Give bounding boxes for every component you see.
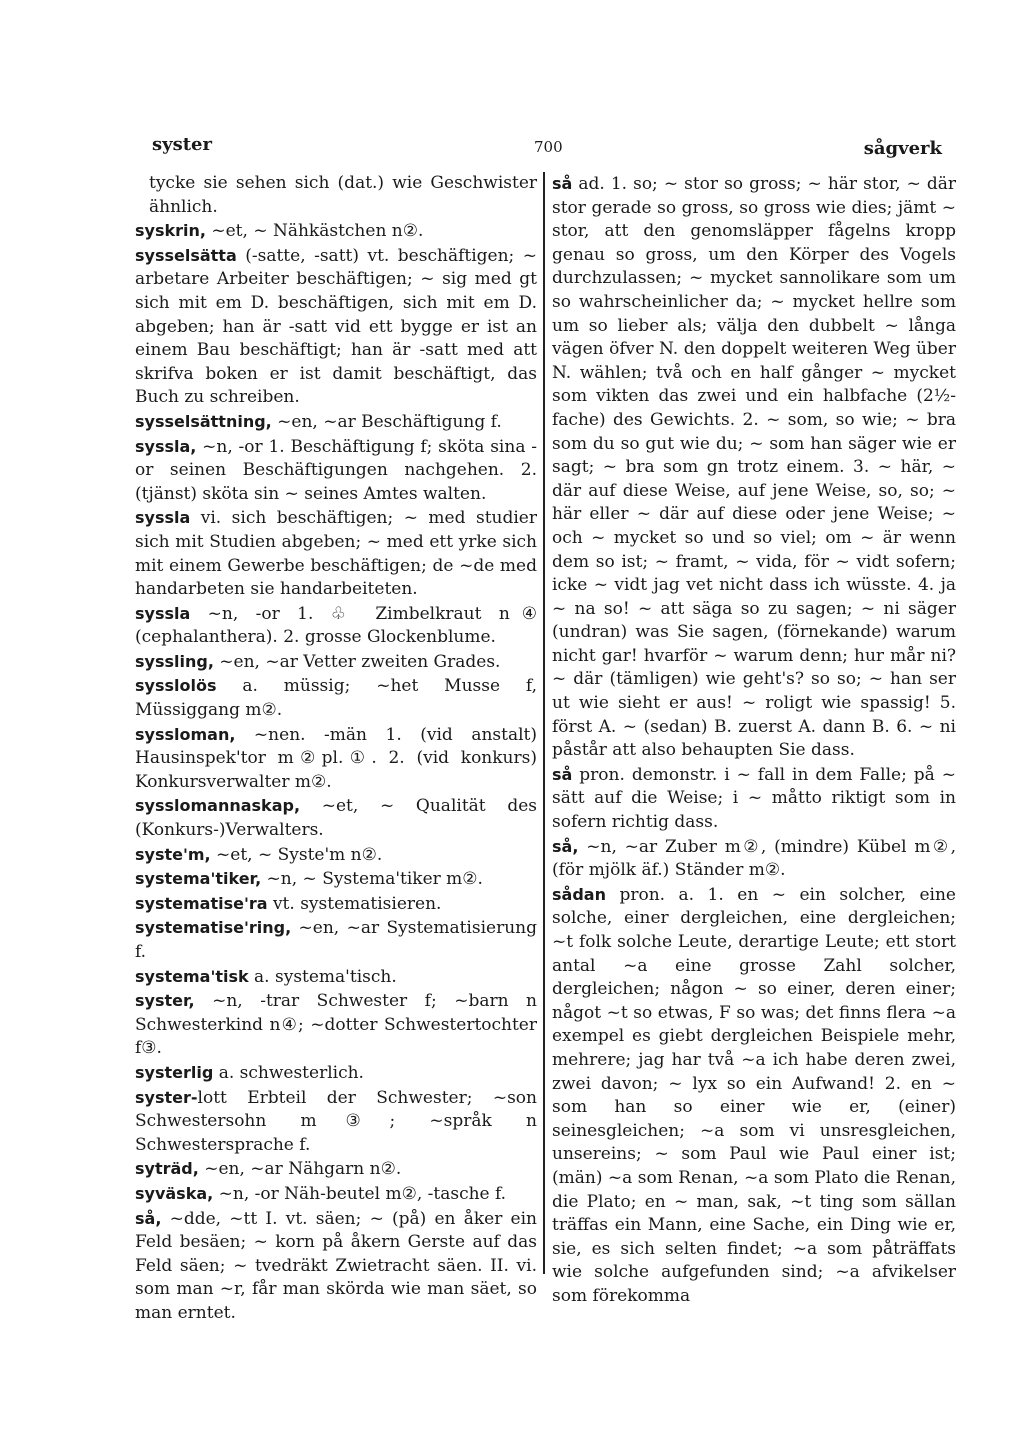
entry-definition: ~en, ~ar Vetter zweiten Grades.	[213, 651, 501, 672]
dictionary-entry	[552, 763, 956, 835]
dictionary-entry	[135, 650, 537, 675]
entry-headword: syskrin,	[135, 221, 206, 241]
entry-definition: ~n, -or Näh-beutel m②, -tasche f.	[213, 1183, 507, 1204]
entry-headword: systema'tiker,	[135, 869, 262, 889]
entry-headword: systematise'ra	[135, 893, 268, 913]
entry-headword: syträd,	[135, 1159, 199, 1179]
entry-definition: ~et, ~ Qualität des (Konkurs-)Verwalters.	[135, 796, 537, 841]
entry-definition: ~en, ~ar Systematisierung f.	[135, 918, 537, 962]
dictionary-entry	[135, 219, 537, 244]
dictionary-entry	[135, 867, 537, 892]
entry-definition: pron. demonstr. i ~ fall in dem Falle; på ~ sätt auf die Weise; i ~ måtto riktigt som in sofern richtig dass.	[552, 764, 956, 833]
entry-headword: systema'tisk	[135, 966, 249, 986]
entry-headword: syster,	[135, 991, 195, 1011]
entry-headword: sysselsättning,	[135, 411, 272, 431]
entry-headword: syssla	[135, 508, 191, 528]
dictionary-entry	[552, 172, 956, 763]
entry-definition: lott Erbteil der Schwester; ~son Schwestersohn m③; ~språk n Schwestersprache f.	[135, 1087, 537, 1155]
entry-definition: ~n, ~ Systema'tiker m②.	[261, 869, 483, 890]
entry-definition: ~en, ~ar Beschäftigung f.	[271, 411, 502, 432]
page-number: 700	[534, 138, 563, 156]
entry-definition: a. systema'tisch.	[248, 966, 397, 987]
dictionary-entry	[135, 916, 537, 964]
column-divider	[543, 172, 545, 1274]
entry-headword: systerlig	[135, 1062, 214, 1082]
entry-definition: (-satte, -satt) vt. beschäftigen; ~ arbetare Arbeiter beschäftigen; ~ sig med gt sich mit em D. beschäftigen, sich mit em D. abgeben; han är -satt vid ett bygge er ist an einem Bau beschäftigt; han är -satt med att skrifva boken er ist damit beschäftigt, das Buch zu schreiben.	[135, 245, 537, 408]
entry-headword: systematise'ring,	[135, 918, 292, 938]
entry-definition: ~dde, ~tt I. vt. säen; ~ (på) en åker ein Feld besäen; ~ korn på åkern Gerste auf das Feld säen; ~ tvedräkt Zwietracht säen. II. vi. som man ~r, får man skörda wie man säet, so man erntet.	[135, 1208, 537, 1323]
dictionary-entry	[135, 1182, 537, 1207]
entry-headword: sådan	[552, 884, 606, 904]
dictionary-entry	[135, 674, 537, 722]
entry-headword: syssla,	[135, 436, 197, 456]
dictionary-entry	[135, 1086, 537, 1158]
dictionary-entry	[135, 410, 537, 435]
dictionary-entry	[135, 435, 537, 507]
entry-definition: pron. a. 1. en ~ ein solcher, eine solche, einer dergleichen, eine dergleichen; ~t folk solche Leute, derartige Leute; ett stort antal ~a eine grosse Zahl solcher, dergleichen; någon ~ so einer, deren einer; något ~t so etwas, F so was; det finns flera ~a exempel es giebt dergleichen Beispiele mehr, mehrere; jag har två ~a ich habe deren zwei, zwei davon; ~ lyx so ein Aufwand! 2. en ~ som han so einer wie er, (einer) seinesgleichen; ~a som vi unsresgleichen, unsereins; ~ som Paul wie Paul einer ist; (män) ~a som Renan, ~a som Plato die Renan, die Plato; en ~ man, sak, ~t ting som sällan träffas ein Mann, eine Sache, ein Ding wie er, sie, es sich selten findet; ~a som påträffats wie solche aufgefunden sind; ~a afvikelser som förekomma	[552, 884, 956, 1306]
left-column	[135, 172, 537, 1326]
entry-headword: syväska,	[135, 1183, 214, 1203]
dictionary-entry	[135, 794, 537, 842]
entry-headword: syssla	[135, 603, 191, 623]
entry-definition: vt. systematisieren.	[267, 893, 442, 914]
entry-headword: syster-	[135, 1087, 198, 1107]
entry-headword: så,	[135, 1208, 162, 1228]
running-headword-left: syster	[152, 134, 212, 155]
dictionary-entry	[135, 723, 537, 795]
dictionary-entry	[135, 892, 537, 917]
entry-headword: sysselsätta	[135, 245, 237, 265]
entry-definition: ~n, -or 1. Beschäftigung f; sköta sina -or seinen Beschäftigungen nachgehen. 2. (tjänst) sköta sin ~ seines Amtes walten.	[135, 436, 537, 504]
dictionary-entry	[135, 989, 537, 1061]
entry-definition: ~n, ~ar Zuber m②, (mindre) Kübel m②, (för mjölk äf.) Ständer m②.	[552, 836, 956, 881]
entry-headword: syssling,	[135, 651, 214, 671]
dictionary-entry	[135, 1207, 537, 1326]
dictionary-entry	[135, 1157, 537, 1182]
entry-definition: ~n, -or 1. ♧ Zimbelkraut n④ (cephalanthera). 2. grosse Glockenblume.	[135, 603, 537, 648]
entry-definition: a. schwesterlich.	[213, 1062, 364, 1083]
right-column	[552, 172, 956, 1309]
entry-headword: så	[552, 174, 573, 193]
dictionary-entry	[135, 172, 537, 219]
entry-definition: ~et, ~ Syste'm n②.	[210, 844, 383, 865]
entry-definition: ~et, ~ Nähkästchen n②.	[205, 221, 424, 242]
entry-headword: syste'm,	[135, 844, 211, 864]
entry-definition: ~nen. -män 1. (vid anstalt) Hausinspek'tor m②pl.①. 2. (vid konkurs) Konkursverwalter m②.	[135, 724, 537, 792]
entry-definition: ~en, ~ar Nähgarn n②.	[198, 1159, 402, 1180]
dictionary-entry	[135, 602, 537, 650]
dictionary-entry	[552, 835, 956, 883]
entry-headword: sysslomannaskap,	[135, 796, 301, 816]
dictionary-entry	[552, 883, 956, 1309]
entry-definition: ad. 1. so; ~ stor so gross; ~ här stor, ~ där stor gerade so gross, so gross wie dies; jämt ~ stor, att den genomsläpper fågelns kropp genau so gross, um den Körper des Vogels durchzulassen; ~ mycket sannolikare som um so wahrscheinlicher da; ~ mycket hellre som um so lieber als; välja den dubbelt ~ långa vägen öfver N. den doppelt weiteren Weg über N. wählen; två och en half gånger ~ mycket som vikten das zwei und ein halbfache (2½-fache) des Gewichts. 2. ~ som, so wie; ~ bra som du so gut wie du; ~ som han säger wie er sagt; ~ bra som gn trotz einem. 3. ~ här, ~ där auf diese Weise, auf jene Weise, so, so; ~ här eller ~ där auf diese oder jene Weise; ~ och ~ mycket so und so viel; om ~ är wenn dem so ist; ~ framt, ~ vida, för ~ vidt sofern; icke ~ vidt jag vet nicht dass ich wüsste. 4. ja ~ na so! ~ att säga so zu sagen; ~ ni säger (undran) was Sie sagen, (förnekande) warum nicht gar! hvarför ~ warum denn; hur mår ni? ~ där (tämligen) wie geht's? so so; ~ han ser ut wie sieht er aus! ~ roligt wie spassig! 5. först A. ~ (sedan) B. zuerst A. dann B. 6. ~ ni påstår att also behaupten Sie dass.	[552, 174, 956, 761]
dictionary-entry	[135, 1061, 537, 1086]
running-headword-right: sågverk	[863, 138, 942, 159]
entry-headword: syssloman,	[135, 724, 236, 744]
entry-definition: ~n, -trar Schwester f; ~barn n Schwesterkind n④; ~dotter Schwestertochter f③.	[135, 991, 537, 1059]
dictionary-entry	[135, 965, 537, 990]
entry-headword: sysslolös	[135, 676, 217, 696]
entry-definition: a. müssig; ~het Musse f, Müssiggang m②.	[135, 676, 537, 721]
page-header	[152, 134, 942, 164]
dictionary-entry	[135, 843, 537, 868]
entry-definition: vi. sich beschäftigen; ~ med studier sich mit Studien abgeben; ~ med ett yrke sich mit einem Gewerbe beschäftigen; de ~de med handarbeten sie handarbeiteten.	[135, 508, 537, 600]
dictionary-entry	[135, 244, 537, 410]
dictionary-entry	[135, 506, 537, 601]
entry-definition: tycke sie sehen sich (dat.) wie Geschwister ähnlich.	[149, 173, 537, 217]
entry-headword: så,	[552, 836, 579, 856]
entry-headword: så	[552, 764, 573, 784]
